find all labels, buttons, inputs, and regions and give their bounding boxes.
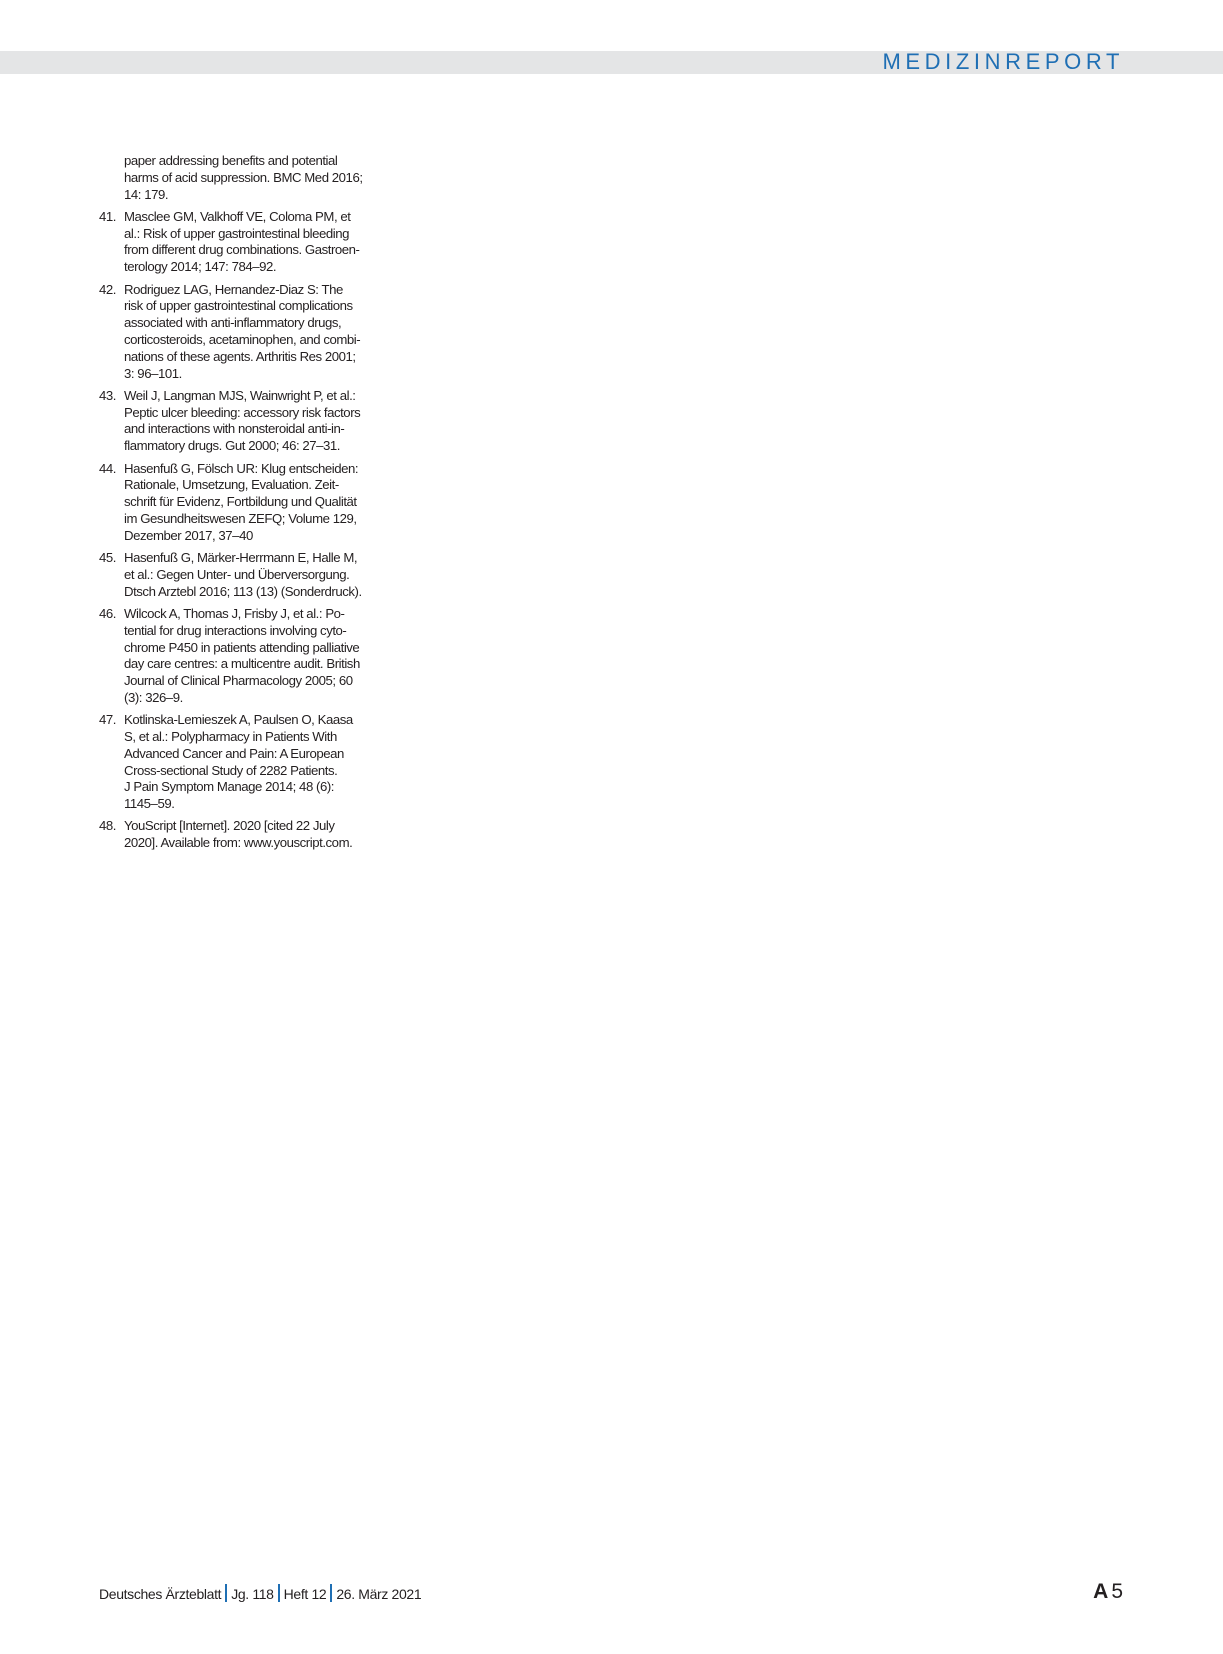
reference-item: [99, 282, 379, 383]
reference-text: Hasenfuß G, Fölsch UR: Klug entscheiden: Rationale, Umsetzung, Evaluation. Zeit- schrift für Evidenz, Fortbildung und Qualität im Gesundheitswesen ZEFQ; Volume 129, Dezember 2017, 37–40: [124, 460, 359, 543]
reference-item: [99, 388, 379, 455]
footer-separator: [278, 1584, 280, 1602]
reference-item: [99, 606, 379, 707]
issue-date: 26. März 2021: [336, 1586, 422, 1602]
reference-number: 43.: [99, 387, 116, 403]
page-number-value: 5: [1111, 1580, 1123, 1603]
reference-number: 44.: [99, 460, 116, 476]
reference-item: [99, 209, 379, 276]
footer-separator: [330, 1584, 332, 1602]
reference-item: [99, 461, 379, 545]
reference-text: Hasenfuß G, Märker-Herrmann E, Halle M, et al.: Gegen Unter- und Überversorgung. Dtsch Arztebl 2016; 113 (13) (Sonderdruck).: [124, 550, 362, 599]
reference-item: [99, 153, 379, 203]
footer-citation: [99, 1584, 421, 1604]
page-prefix: A: [1093, 1580, 1109, 1603]
reference-number: 46.: [99, 605, 116, 621]
reference-text: Rodriguez LAG, Hernandez-Diaz S: The risk of upper gastrointestinal complications associated with anti-inflammatory drugs, corticosteroids, acetaminophen, and combi- nations of these agents. Arthritis Res 2001; 3: 96–101.: [124, 281, 361, 381]
reference-text: paper addressing benefits and potential harms of acid suppression. BMC Med 2016; 14: 179.: [124, 153, 363, 202]
reference-text: Weil J, Langman MJS, Wainwright P, et al.: Peptic ulcer bleeding: accessory risk factors and interactions with nonsteroidal anti-in- flammatory drugs. Gut 2000; 46: 27–31.: [124, 387, 361, 454]
reference-list: [99, 153, 379, 858]
reference-item: [99, 550, 379, 600]
page-number: [1093, 1579, 1123, 1605]
reference-item: [99, 712, 379, 813]
journal-name: Deutsches Ärzteblatt: [99, 1586, 222, 1602]
reference-item: [99, 818, 379, 852]
section-title: MEDIZINREPORT: [882, 49, 1124, 74]
reference-text: Kotlinska-Lemieszek A, Paulsen O, Kaasa S, et al.: Polypharmacy in Patients With Advanced Cancer and Pain: A European Cross-sectional Study of 2282 Patients. J Pain Symptom Manage 2014; 48 (6): 1145–59.: [124, 712, 353, 812]
reference-number: 42.: [99, 281, 116, 297]
reference-text: YouScript [Internet]. 2020 [cited 22 July 2020]. Available from: www.youscript.com.: [124, 818, 353, 851]
journal-issue: Heft 12: [283, 1586, 327, 1602]
journal-volume: Jg. 118: [231, 1586, 274, 1602]
reference-text: Wilcock A, Thomas J, Frisby J, et al.: Po- tential for drug interactions involving cyto- chrome P450 in patients attending palliative day care centres: a multicentre audit. British Journal of Clinical Pharmacology 2005; 60 (3): 326–9.: [124, 605, 360, 705]
reference-number: 41.: [99, 208, 116, 224]
footer-separator: [225, 1584, 227, 1602]
reference-number: 48.: [99, 818, 116, 834]
reference-number: 47.: [99, 712, 116, 728]
reference-number: 45.: [99, 550, 116, 566]
reference-text: Masclee GM, Valkhoff VE, Coloma PM, et al.: Risk of upper gastrointestinal bleeding from different drug combinations. Gastroen- terology 2014; 147: 784–92.: [124, 208, 360, 275]
